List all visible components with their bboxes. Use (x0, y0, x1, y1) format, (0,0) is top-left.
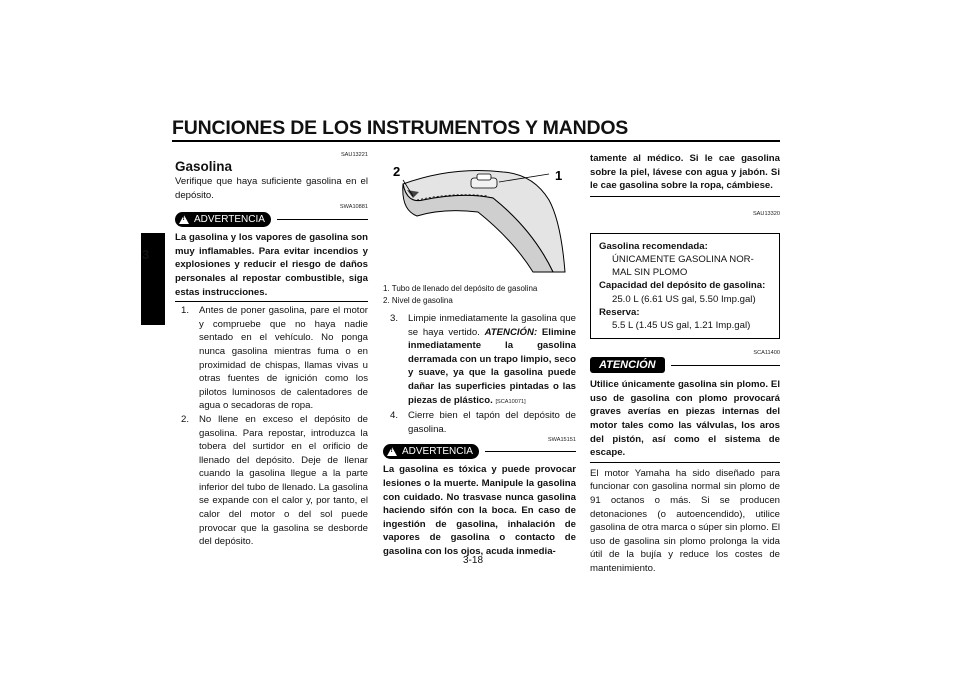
spec-code: SAU13320 (752, 210, 780, 217)
list-item (181, 304, 368, 413)
fuel-steps-cont (383, 312, 576, 436)
legend-item-1: 1. Tubo de llenado del depósito de gasolina (383, 284, 538, 293)
column-3 (590, 152, 780, 576)
warning-end-rule (175, 301, 368, 302)
warning-text: La gasolina y los vapores de gasolina son muy inflamables. Para evitar incendios y explosiones y reducir el riesgo de daños personales al repostar combustible, siga estas instrucciones. (175, 232, 368, 298)
warning-rule (485, 451, 576, 452)
step-number: 3. (390, 313, 399, 324)
step-number: 2. (181, 413, 190, 425)
spec-label: Capacidad del depósito de gasolina: (599, 280, 766, 292)
caution-inline: ATENCIÓN: (484, 326, 538, 338)
step-number: 4. (390, 410, 399, 422)
warning-label: ADVERTENCIA (194, 214, 265, 226)
warning-rule (277, 219, 368, 220)
spec-value: 5.5 L (1.45 US gal, 1.21 Imp.gal) (612, 320, 751, 331)
caution-rule (671, 365, 780, 366)
fuel-tank-illustration (383, 160, 576, 280)
caution-code: [SCA10071] (495, 398, 526, 405)
step-text: Limpie inmediatamente la gasolina que se haya vertido. (408, 313, 576, 338)
column-2 (383, 283, 576, 559)
warning-badge (383, 444, 479, 459)
spec-value: ÚNICAMENTE GASOLINA NOR- (612, 253, 754, 265)
column-1 (175, 152, 368, 549)
header-rule (172, 140, 780, 142)
list-item (390, 312, 576, 409)
callout-1: 1 (555, 168, 563, 183)
warning-text: La gasolina es tóxica y puede provocar lesiones o la muerte. Manipule la gasolina con cuidado. No trasvase nunca gasolina haciendo sifón con la boca. En caso de ingestión de gasolina, inhalación de vapores de gasolina o contacto de gasolina con los ojos, acuda inmedia- (383, 464, 576, 557)
caution-text: Utilice únicamente gasolina sin plomo. El uso de gasolina con plomo provocará graves averías en piezas internas del motor tales como las válvulas, los aros del pistón, así como el sistema de escape. (590, 379, 780, 459)
fuel-spec-box (590, 233, 780, 339)
warning-text-continued: tamente al médico. Si le cae gasolina sobre la piel, lávese con agua y jabón. Si le cae gasolina sobre la ropa, cámbiese. (590, 153, 780, 192)
list-item (390, 409, 576, 436)
step-text: Antes de poner gasolina, pare el motor y compruebe que no haya nadie sentado en el vehículo. No ponga nunca gasolina mientras fuma o en proximidad de chispas, llamas vivas u otras fuentes de ignición como los pilotos luminosos de calentadores de agua o secadoras de ropa. (199, 305, 368, 412)
fuel-steps (175, 304, 368, 549)
caution-inline-text: Elimine inmediatamente la gasolina derramada con un trapo limpio, seco y suave, ya que la gasolina puede dañar las superficies pintadas o las piezas de plástico. (408, 326, 576, 406)
warning-triangle-icon (179, 215, 189, 224)
list-item (181, 413, 368, 549)
page-number: 3-18 (463, 555, 484, 566)
caution-code: SCA11400 (753, 350, 780, 357)
step-text: Cierre bien el tapón del depósito de gasolina. (408, 410, 576, 435)
fuel-tank-figure (383, 160, 576, 280)
legend-item-2: 2. Nivel de gasolina (383, 296, 453, 305)
warning-triangle-icon (387, 447, 397, 456)
body-text: El motor Yamaha ha sido diseñado para funcionar con gasolina normal sin plomo de 91 octanos o más. Si se producen detonaciones (o autoencendido), utilice gasolina de otra marca o súper sin plomo. El uso de gasolina sin plomo prolonga la vida útil de la bujía y reduce los costes de mantenimiento. (590, 467, 780, 574)
warning-end-rule (590, 196, 780, 197)
intro-text: Verifique que haya suficiente gasolina en el depósito. (175, 176, 368, 201)
callout-2: 2 (393, 164, 401, 179)
spec-value: 25.0 L (6.61 US gal, 5.50 Imp.gal) (612, 293, 756, 305)
caution-label: ATENCIÓN (599, 359, 656, 372)
warning-header (383, 444, 576, 459)
warning-code: SWA10881 (339, 204, 368, 211)
figure-legend (383, 283, 576, 307)
section-code: SAU13221 (340, 152, 368, 158)
spec-label: Reserva: (599, 306, 640, 318)
warning-code: SWA15151 (547, 437, 576, 444)
step-number: 1. (181, 305, 190, 317)
warning-label: ADVERTENCIA (402, 446, 473, 458)
caution-badge (590, 357, 665, 373)
step-text: No llene en exceso el depósito de gasolina. Para repostar, introduzca la tobera del surtidor en el orificio de llenado del depósito. Deje de llenar cuando la gasolina llegue a la parte inferior del tubo de llenado. La gasolina se expande con el calor y, por tanto, el calor del motor o del sol puede provocar que la gasolina se desborde del depósito. (199, 413, 368, 548)
spec-value: MAL SIN PLOMO (612, 267, 688, 279)
caution-end-rule (590, 462, 780, 463)
spec-label: Gasolina recomendada: (599, 240, 708, 252)
warning-header (175, 212, 368, 227)
section-title: Gasolina (175, 159, 233, 174)
caution-header (590, 357, 780, 373)
page-title: FUNCIONES DE LOS INSTRUMENTOS Y MANDOS (172, 117, 629, 139)
chapter-number: 3 (142, 247, 150, 262)
warning-badge (175, 212, 271, 227)
